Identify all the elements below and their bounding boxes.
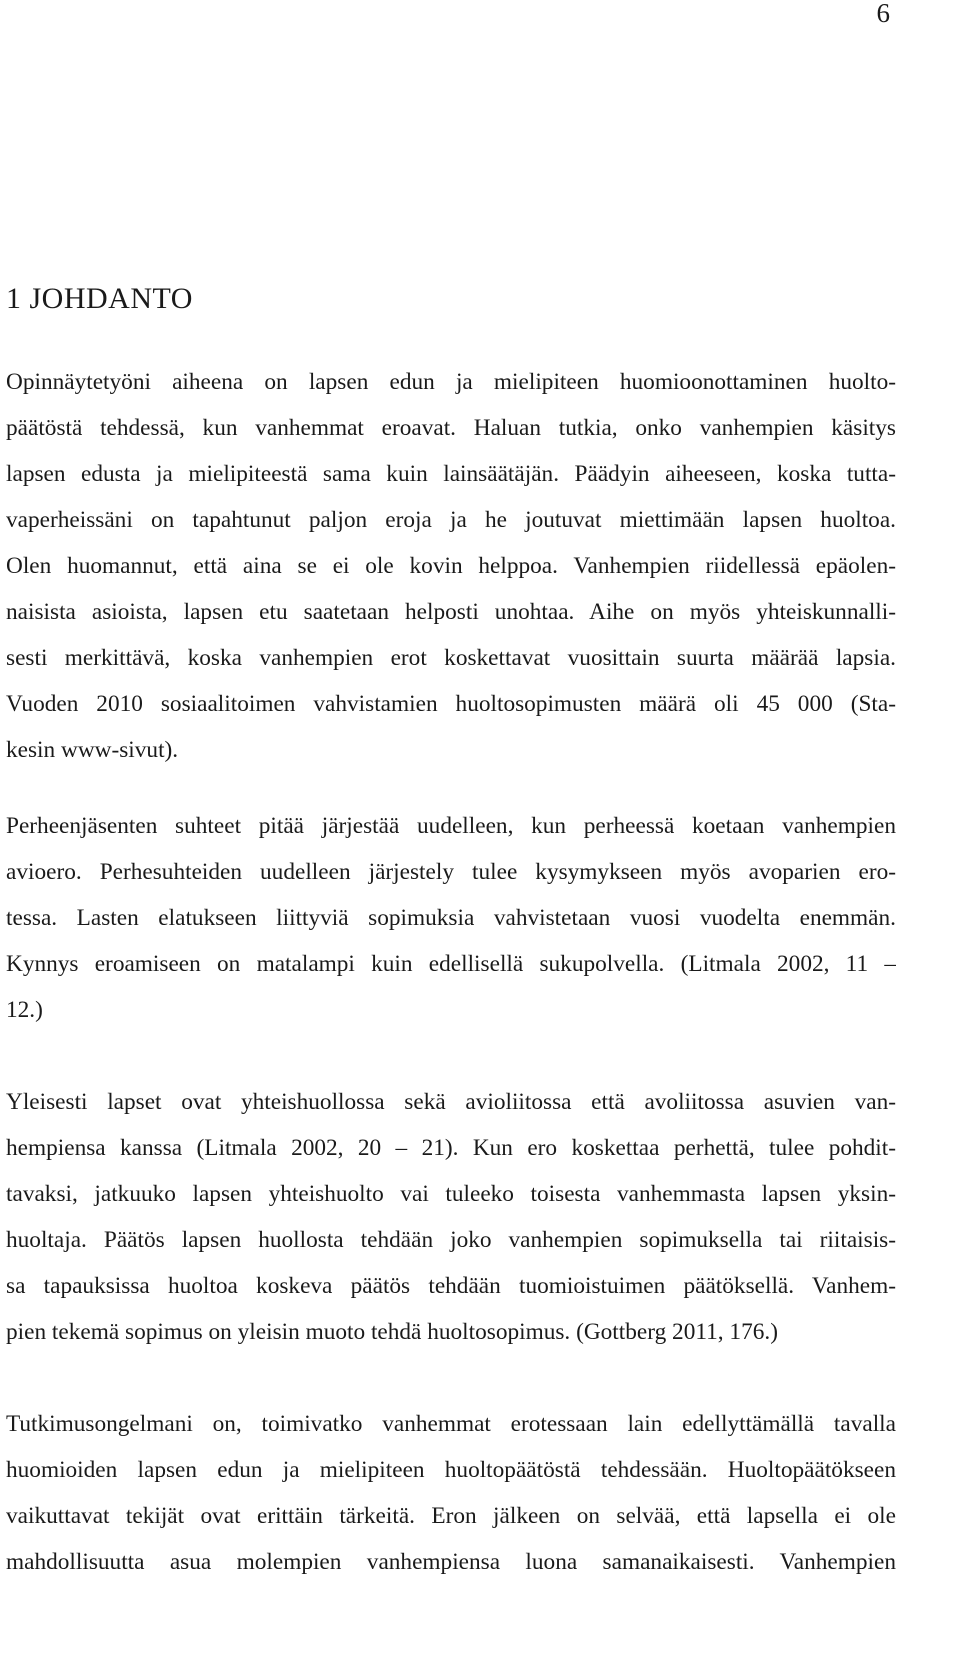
paragraph-topic [6,369,896,783]
text-line: hempiensa kanssa (Litmala 2002, 20 – 21). Kun ero koskettaa perhettä, tulee pohdit- [6,1135,896,1161]
text-line: mahdollisuutta asua molempien vanhempiensa luona samanaikaisesti. Vanhempien [6,1549,896,1575]
text-line: Kynnys eroamiseen on matalampi kuin edellisellä sukupolvella. (Litmala 2002, 11 – [6,951,896,977]
text-line: pien tekemä sopimus on yleisin muoto tehdä huoltosopimus. (Gottberg 2011, 176.) [6,1319,778,1345]
text-line: lapsen edusta ja mielipiteestä sama kuin lainsäätäjän. Päädyin aiheeseen, koska tutta- [6,461,896,487]
text-line: vaikuttavat tekijät ovat erittäin tärkeitä. Eron jälkeen on selvää, että lapsella ei ole [6,1503,896,1529]
page-number: 6 [876,0,890,28]
paragraph-family-relations [6,813,896,1043]
text-line: naisista asioista, lapsen etu saatetaan helposti unohtaa. Aihe on myös yhteiskunnalli- [6,599,896,625]
text-line: tavaksi, jatkuuko lapsen yhteishuolto vai tuleeko toisesta vanhemmasta lapsen yksin- [6,1181,896,1207]
text-line: kesin www-sivut). [6,737,179,763]
text-line: Tutkimusongelmani on, toimivatko vanhemmat erotessaan lain edellyttämällä tavalla [6,1411,896,1437]
text-line: Perheenjäsenten suhteet pitää järjestää uudelleen, kun perheessä koetaan vanhempien [6,813,896,839]
text-line: Olen huomannut, että aina se ei ole kovin helppoa. Vanhempien riidellessä epäolen- [6,553,896,579]
text-line: Yleisesti lapset ovat yhteishuollossa sekä avioliitossa että avoliitossa asuvien van- [6,1089,896,1115]
chapter-heading: 1 JOHDANTO [6,282,193,315]
text-line: huomioiden lapsen edun ja mielipiteen huoltopäätöstä tehdessään. Huoltopäätökseen [6,1457,896,1483]
text-line: avioero. Perhesuhteiden uudelleen järjestely tulee kysymykseen myös avoparien ero- [6,859,896,885]
paragraph-joint-custody [6,1089,896,1365]
text-line: 12.) [6,997,43,1023]
text-line: päätöstä tehdessä, kun vanhemmat eroavat. Haluan tutkia, onko vanhempien käsitys [6,415,896,441]
text-line: vaperheissäni on tapahtunut paljon eroja ja he joutuvat miettimään lapsen huoltoa. [6,507,896,533]
text-line: huoltaja. Päätös lapsen huollosta tehdään joko vanhempien sopimuksella tai riitaisis- [6,1227,896,1253]
text-line: Vuoden 2010 sosiaalitoimen vahvistamien huoltosopimusten määrä oli 45 000 (Sta- [6,691,896,717]
text-line: Opinnäytetyöni aiheena on lapsen edun ja mielipiteen huomioonottaminen huolto- [6,369,896,395]
text-line: sesti merkittävä, koska vanhempien erot koskettavat vuosittain suurta määrää lapsia. [6,645,896,671]
text-line: sa tapauksissa huoltoa koskeva päätös tehdään tuomioistuimen päätöksellä. Vanhem- [6,1273,896,1299]
paragraph-research-problem [6,1411,896,1595]
text-line: tessa. Lasten elatukseen liittyviä sopimuksia vahvistetaan vuosi vuodelta enemmän. [6,905,896,931]
